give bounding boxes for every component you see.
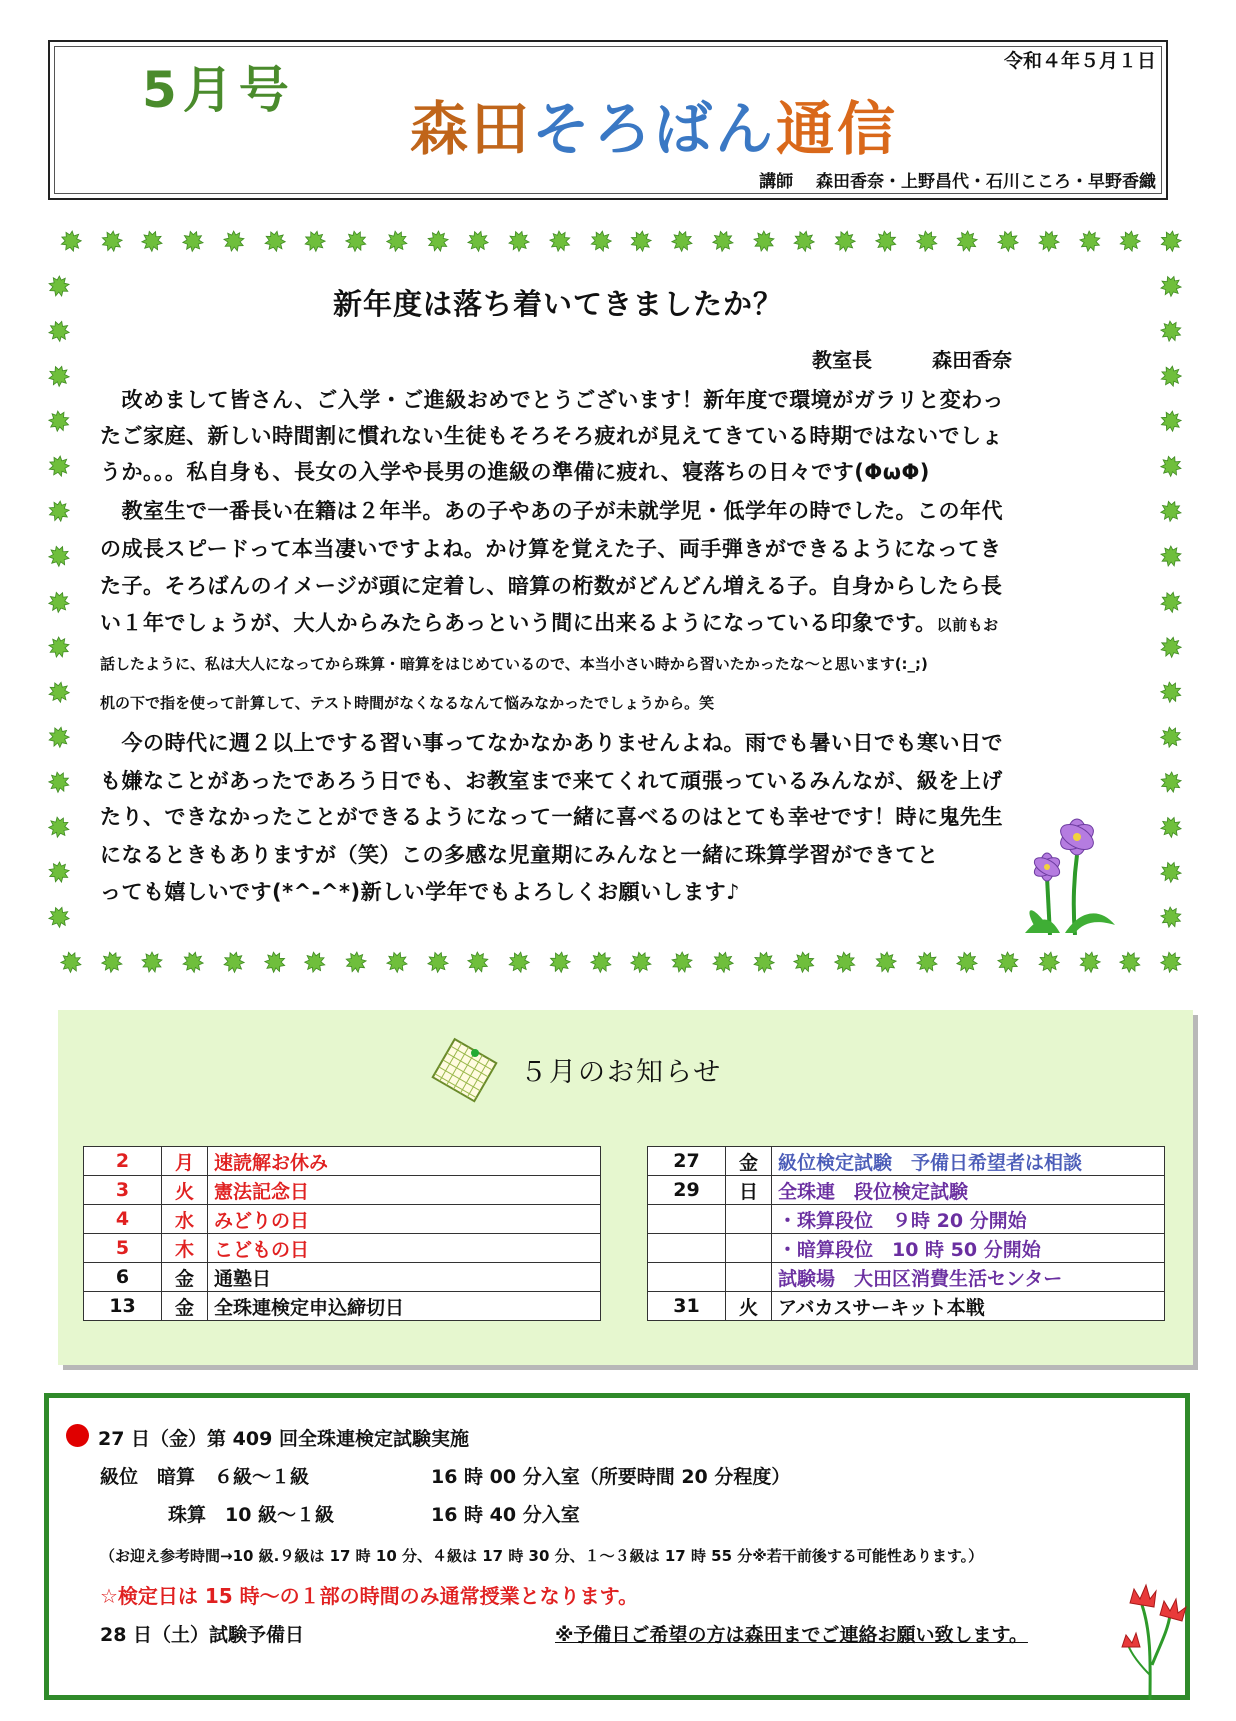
- leaf-icon: [1156, 947, 1185, 976]
- leaf-icon: [1158, 633, 1184, 659]
- issue-date: 令和４年５月１日: [1003, 50, 1156, 72]
- leaf-icon: [343, 228, 369, 254]
- exam-reserve-day: 28 日（土）試験予備日: [100, 1624, 305, 1646]
- leaf-icon: [45, 903, 73, 931]
- schedule-row: [84, 1234, 601, 1263]
- leaf-icon: [709, 227, 738, 256]
- leaf-icon: [260, 226, 289, 255]
- leaf-icon: [1156, 722, 1186, 752]
- newsletter-title: [410, 82, 898, 166]
- schedule-event: 級位検定試験 予備日希望者は相談: [772, 1147, 1165, 1176]
- schedule-weekday: 水: [162, 1205, 208, 1234]
- schedule-day: 6: [84, 1263, 162, 1292]
- article-line: たり、できなかったことができるようになって一緒に喜べるのはとても幸せです！時に鬼先生: [100, 805, 1003, 829]
- schedule-table-left: [83, 1146, 601, 1321]
- schedule-day: 3: [84, 1176, 162, 1205]
- leaf-icon: [832, 228, 858, 254]
- schedule-event: こどもの日: [208, 1234, 601, 1263]
- carnation-illustration: [1120, 1575, 1190, 1700]
- schedule-row: [84, 1263, 601, 1292]
- leaf-icon: [47, 499, 72, 524]
- leaf-icon: [996, 950, 1019, 973]
- leaf-icon: [629, 229, 654, 254]
- leaf-icon: [547, 949, 572, 974]
- schedule-weekday: [726, 1205, 772, 1234]
- schedule-weekday: [726, 1263, 772, 1292]
- article-line-small-tail: 以前もお: [936, 616, 999, 634]
- leaf-icon: [1078, 229, 1102, 253]
- schedule-event: 憲法記念日: [208, 1176, 601, 1205]
- leaf-icon: [1159, 319, 1183, 343]
- schedule-day: 5: [84, 1234, 162, 1263]
- schedule-row: [648, 1234, 1165, 1263]
- leaf-icon: [45, 587, 73, 615]
- article-line: の成長スピードって本当凄いですよね。かけ算を覚えた子、両手弾きができるようになってき: [100, 537, 1002, 561]
- leaf-icon: [1160, 545, 1182, 567]
- issue-label: 5月号: [142, 61, 295, 119]
- title-part-1: 森田: [410, 95, 533, 163]
- schedule-event: ・珠算段位 ９時 20 分開始: [772, 1205, 1165, 1234]
- leaf-icon: [752, 230, 774, 252]
- article-line: っても嬉しいです(*^-^*)新しい学年でもよろしくお願いします♪: [100, 880, 740, 904]
- leaf-icon: [179, 948, 208, 977]
- article-title: 新年度は落ち着いてきましたか？: [333, 287, 784, 321]
- title-part-3: 通信: [776, 95, 899, 163]
- schedule-weekday: 火: [162, 1176, 208, 1205]
- article-line: 教室生で一番長い在籍は２年半。あの子やあの子が未就学児・低学年の時でした。この年代: [100, 499, 1003, 523]
- leaf-icon: [1034, 947, 1063, 976]
- leaf-icon: [383, 948, 411, 976]
- leaf-icon: [953, 948, 981, 976]
- leaf-icon: [994, 227, 1022, 255]
- schedule-weekday: 金: [162, 1263, 208, 1292]
- schedule-row: [84, 1147, 601, 1176]
- schedule-row: [648, 1147, 1165, 1176]
- schedule-weekday: 金: [726, 1147, 772, 1176]
- schedule-weekday: 日: [726, 1176, 772, 1205]
- leaf-icon: [141, 951, 163, 973]
- schedule-event: 全珠連 段位検定試験: [772, 1176, 1165, 1205]
- leaf-icon: [1156, 587, 1185, 616]
- leaf-icon: [45, 363, 72, 390]
- leaf-icon: [956, 229, 979, 252]
- leaf-icon: [1157, 813, 1185, 841]
- leaf-icon: [382, 226, 411, 255]
- leaf-icon: [1158, 228, 1183, 253]
- schedule-day: 29: [648, 1176, 726, 1205]
- leaf-icon: [873, 228, 898, 253]
- leaf-icon: [1159, 409, 1184, 434]
- schedule-day: 13: [84, 1292, 162, 1321]
- schedule-weekday: [726, 1234, 772, 1263]
- article-line: うか。。。私自身も、長女の入学や長男の進級の準備に疲れ、寝落ちの日々です(ΦωΦ): [100, 460, 930, 484]
- leaf-icon: [44, 451, 74, 481]
- teachers-list: 講師 森田香奈・上野昌代・石川こころ・早野香織: [759, 172, 1156, 192]
- leaf-icon: [709, 948, 738, 977]
- schedule-day: 2: [84, 1147, 162, 1176]
- calendar-icon: [428, 1036, 500, 1106]
- leaf-icon: [48, 635, 71, 658]
- schedule-weekday: 木: [162, 1234, 208, 1263]
- leaf-icon: [1157, 272, 1184, 299]
- flower-illustration: [1015, 815, 1125, 935]
- leaf-icon: [504, 947, 534, 977]
- article-author: [812, 344, 1012, 373]
- article-line-text: い１年でしょうが、大人からみたらあっという間に出来るようになっている印象です。: [100, 611, 937, 635]
- newsletter-header: [48, 40, 1168, 200]
- leaf-icon: [1158, 679, 1183, 704]
- leaf-icon: [139, 227, 166, 254]
- leaf-icon: [56, 226, 86, 256]
- exam-warning: ☆検定日は 15 時～の１部の時間のみ通常授業となります。: [100, 1584, 639, 1608]
- leaf-icon: [792, 950, 817, 975]
- schedule-event: ・暗算段位 10 時 50 分開始: [772, 1234, 1165, 1263]
- leaf-icon: [45, 543, 72, 570]
- leaf-icon: [1158, 453, 1185, 480]
- leaf-icon: [1157, 858, 1185, 886]
- leaf-icon: [912, 226, 942, 256]
- leaf-icon: [913, 948, 940, 975]
- exam-row1-time: 16 時 00 分入室（所要時間 20 分程度）: [431, 1466, 791, 1488]
- schedule-weekday: 月: [162, 1147, 208, 1176]
- schedule-day: 27: [648, 1147, 726, 1176]
- leaf-icon: [1035, 227, 1063, 255]
- article-line: 改めまして皆さん、ご入学・ご進級おめでとうございます！新年度で環境がガラリと変わっ: [100, 388, 1005, 412]
- schedule-row: [648, 1263, 1165, 1292]
- leaf-icon: [1077, 949, 1103, 975]
- leaf-icon: [750, 949, 777, 976]
- leaf-icon: [424, 948, 452, 976]
- schedule-event: 試験場 大田区消費生活センター: [772, 1263, 1165, 1292]
- article-line: になるときもありますが（笑）この多感な児童期にみんなと一緒に珠算学習ができてと: [100, 843, 939, 867]
- leaf-icon: [1159, 905, 1183, 929]
- schedule-event: みどりの日: [208, 1205, 601, 1234]
- leaf-icon: [344, 950, 368, 974]
- schedule-row: [648, 1205, 1165, 1234]
- schedule-day: 4: [84, 1205, 162, 1234]
- leaf-icon: [1115, 226, 1145, 256]
- exam-row2-label: 珠算 10 級～１級: [168, 1504, 335, 1526]
- leaf-icon: [671, 951, 693, 973]
- schedule-row: [84, 1176, 601, 1205]
- schedule-row: [84, 1292, 601, 1321]
- schedule-weekday: 金: [162, 1292, 208, 1321]
- schedule-table-right: [647, 1146, 1165, 1321]
- exam-row2-time: 16 時 40 分入室: [431, 1504, 580, 1526]
- exam-pickup-note: （お迎え参考時間→10 級.９級は 17 時 10 分、４級は 17 時 30 分、１～３級は 17 時 55 分※若干前後する可能性あります。）: [100, 1547, 984, 1565]
- schedule-event: 全珠連検定申込締切日: [208, 1292, 601, 1321]
- article-line: も嫌なことがあったであろう日でも、お教室まで来てくれて頑張っているみんなが、級を上げ: [100, 769, 1003, 793]
- leaf-icon: [44, 812, 73, 841]
- leaf-icon: [58, 949, 85, 976]
- author-role: 教室長: [812, 348, 872, 372]
- leaf-icon: [505, 227, 532, 254]
- notice-heading: ５月のお知らせ: [520, 1057, 723, 1088]
- leaf-icon: [99, 229, 124, 254]
- leaf-icon: [464, 227, 492, 255]
- leaf-icon: [1157, 497, 1186, 526]
- article-small-line: 机の下で指を使って計算して、テスト時間がなくなるなんて悩みなかったでしょうから。笑: [100, 694, 715, 712]
- exam-headline: 27 日（金）第 409 回全珠連検定試験実施: [98, 1428, 469, 1450]
- leaf-icon: [790, 226, 819, 255]
- schedule-row: [648, 1176, 1165, 1205]
- schedule-event: 速読解お休み: [208, 1147, 601, 1176]
- leaf-icon: [874, 950, 898, 974]
- article-line: [100, 607, 999, 637]
- leaf-icon: [179, 227, 207, 255]
- schedule-event: アバカスサーキット本戦: [772, 1292, 1165, 1321]
- exam-contact-note: ※予備日ご希望の方は森田までご連絡お願い致します。: [555, 1624, 1028, 1646]
- schedule-weekday: 火: [726, 1292, 772, 1321]
- leaf-icon: [48, 275, 71, 298]
- article-line: たご家庭、新しい時間割に慣れない生徒もそろそろ疲れが見えてきている時期ではないでしょ: [100, 424, 1003, 448]
- leaf-icon: [302, 228, 328, 254]
- leaf-icon: [97, 948, 126, 977]
- leaf-icon: [44, 677, 73, 706]
- leaf-icon: [1159, 770, 1182, 793]
- leaf-icon: [221, 949, 248, 976]
- article-line: た子。そろばんのイメージが頭に定着し、暗算の桁数がどんどん増える子。自身からしたら長: [100, 574, 1003, 598]
- article-small-line: 話したように、私は大人になってから珠算・暗算をはじめているので、本当小さい時から習いたかったな～と思います(:_;): [100, 655, 928, 673]
- schedule-row: [84, 1205, 601, 1234]
- schedule-event: 通塾日: [208, 1263, 601, 1292]
- schedule-row: [648, 1292, 1165, 1321]
- leaf-icon: [46, 769, 72, 795]
- exam-row1-label: 級位 暗算 ６級～１級: [100, 1466, 310, 1488]
- schedule-day: [648, 1263, 726, 1292]
- leaf-icon: [1156, 361, 1186, 391]
- red-bullet-icon: [66, 1424, 89, 1447]
- schedule-day: 31: [648, 1292, 726, 1321]
- leaf-icon: [223, 230, 246, 253]
- leaf-icon: [46, 724, 72, 750]
- leaf-icon: [262, 949, 287, 974]
- leaf-icon: [830, 947, 860, 977]
- leaf-icon: [1117, 949, 1143, 975]
- leaf-icon: [587, 949, 613, 975]
- article-line: 今の時代に週２以上でする習い事ってなかなかありませんよね。雨でも暑い日でも寒い日で: [100, 731, 1003, 755]
- leaf-icon: [45, 317, 73, 345]
- leaf-icon: [47, 860, 70, 883]
- schedule-day: [648, 1234, 726, 1263]
- title-part-2: そろばん: [532, 95, 777, 163]
- schedule-day: [648, 1205, 726, 1234]
- leaf-icon: [47, 409, 72, 434]
- leaf-icon: [548, 229, 572, 253]
- leaf-icon: [627, 947, 656, 976]
- leaf-icon: [669, 228, 696, 255]
- leaf-icon: [301, 947, 331, 977]
- leaf-icon: [586, 226, 616, 256]
- leaf-icon: [467, 950, 490, 973]
- author-name: 森田香奈: [932, 348, 1012, 372]
- leaf-icon: [426, 229, 449, 252]
